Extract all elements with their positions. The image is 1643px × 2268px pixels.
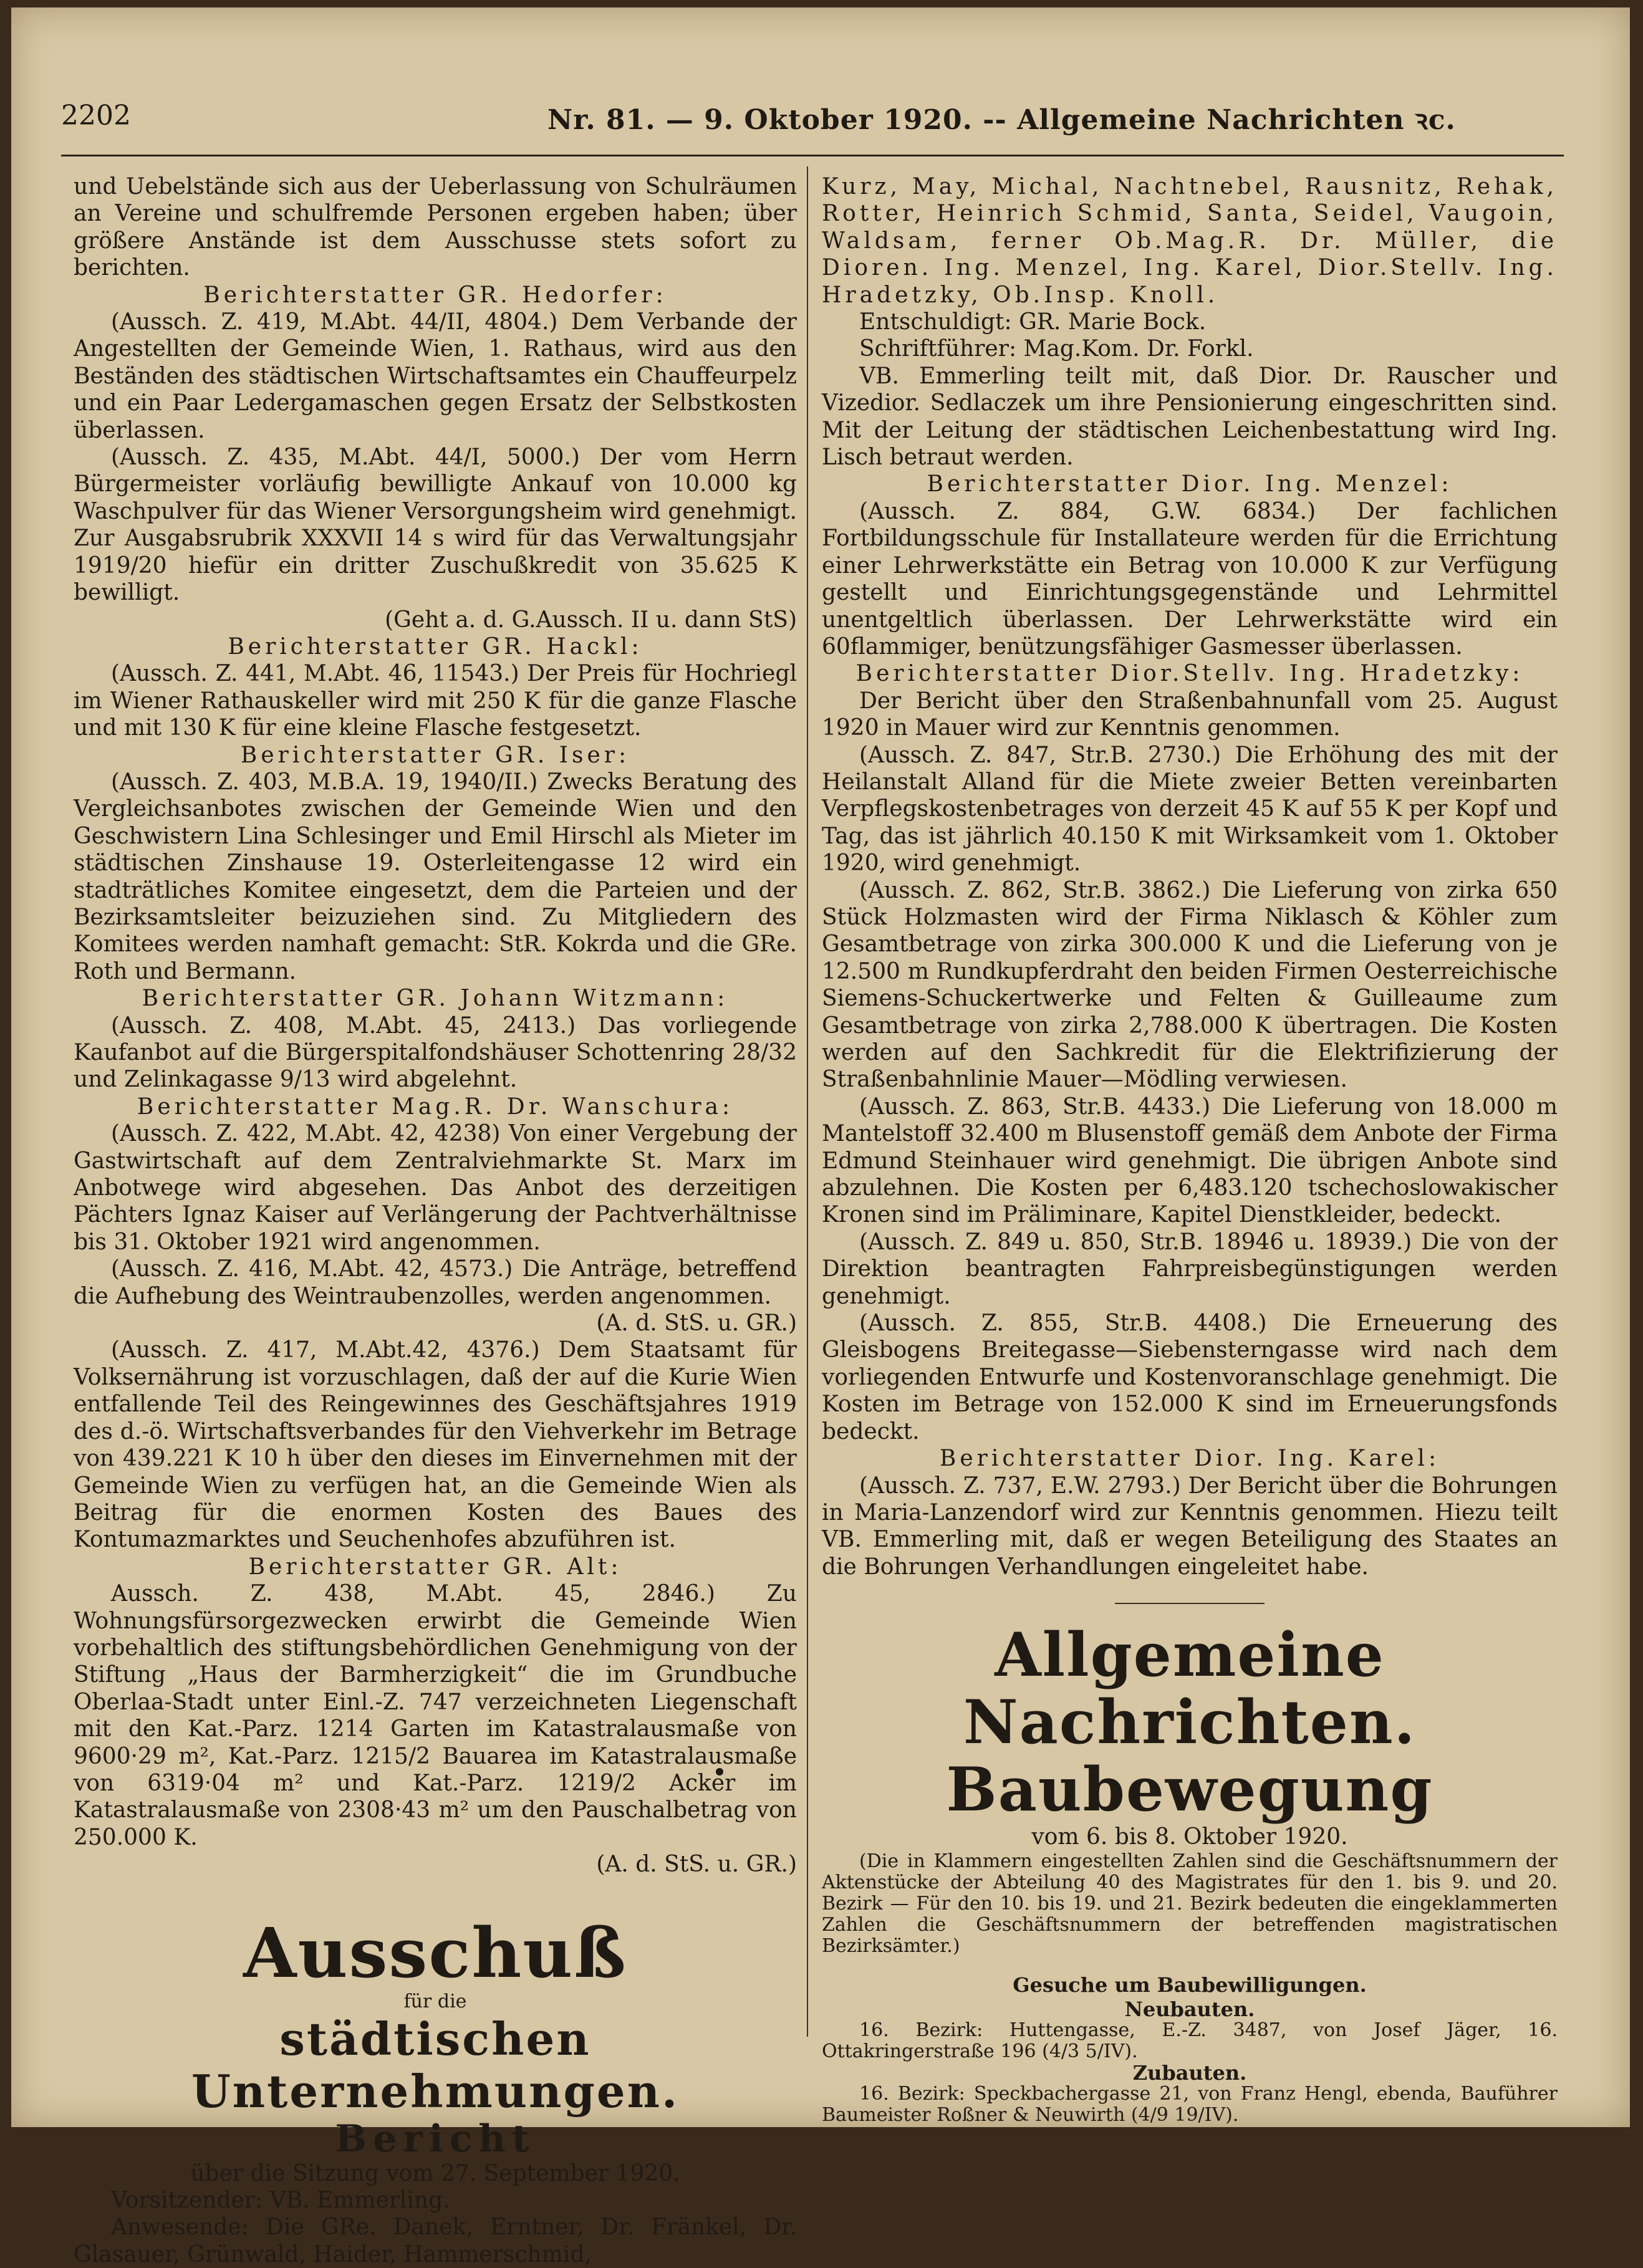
paragraph: (Aussch. Z. 441, M.Abt. 46, 11543.) Der Preis für Hochriegl im Wiener Rathauskeller wird mit 250 K für die ganze Flasche und mit 130 K für eine kleine Flasche festgesetzt. <box>74 661 797 741</box>
paragraph: (Aussch. Z. 417, M.Abt.42, 4376.) Dem Staatsamt für Volksernährung ist vorzuschlagen, daß der auf die Kurie Wien entfallende Teil des Reingewinnes des Geschäftsjahres 1919 des d.-ö. Wirtschaftsverbandes für den Viehverkehr im Betrage von 439.221 K 10 h über den dieses im Einvernehmen mit der Gemeinde Wien zu verfügen hat, an die Gemeinde Wien als Beitrag für die enormen Kosten des Baues des Kontumazmarktes und Seuchenhofes abzuführen ist. <box>74 1337 797 1553</box>
session-date: über die Sitzung vom 27. September 1920. <box>190 2160 680 2186</box>
date-range: vom 6. bis 8. Oktober 1920. <box>1031 1824 1348 1850</box>
section-heading-unternehmungen: städtischen Unternehmungen. <box>191 2012 680 2118</box>
paragraph: (Aussch. Z. 862, Str.B. 3862.) Die Lieferung von zirka 650 Stück Holzmasten wird der Firma Niklasch & Köhler zum Gesamtbetrage von zirka 300.000 K und die Lieferung von je 12.500 m Rundkupferdraht den beiden Firmen Oesterreichische Siemens-Schuckertwerke und Felten & Guilleaume zum Gesamtbetrage von zirka 2,788.000 K übertragen. Die Kosten werden auf den Sachkredit für die Elektrifizierung der Straßenbahnlinie Mauer—Mödling verwiesen. <box>822 877 1558 1093</box>
column-divider <box>807 166 808 2037</box>
paragraph: (Aussch. Z. 408, M.Abt. 45, 2413.) Das vorliegende Kaufanbot auf die Bürgerspitalfondshäuser Schottenring 28/32 und Zelinkagasse 9/13 wird abgelehnt. <box>74 1012 797 1093</box>
referral-note: (A. d. StS. u. GR.) <box>596 1310 797 1337</box>
header-rule <box>61 155 1564 156</box>
paragraph: (Aussch. Z. 416, M.Abt. 42, 4573.) Die Anträge, betreffend die Aufhebung des Weintraubenzolles, werden angenommen. <box>74 1256 797 1309</box>
page-header <box>61 100 1583 143</box>
subsection-zubauten: Zubauten. <box>1132 2060 1247 2085</box>
paragraph: (Aussch. Z. 884, G.W. 6834.) Der fachlichen Fortbildungsschule für Installateure werden für die Errichtung einer Lehrwerkstätte ein Betrag von 10.000 K zur Verfügung gestellt und Einrichtungsgegenstände und Lehrmittel unentgeltlich überlassen. Der Lehrwerkstätte wird ein 60flammiger, benützungsfähiger Gasmesser überlassen. <box>822 498 1558 660</box>
page-number: 2202 <box>61 100 131 132</box>
paragraph: und Uebelstände sich aus der Ueberlassung von Schulräumen an Vereine und schulfremde Personen ergeben haben; über größere Anstände ist dem Ausschusse stets sofort zu berichten. <box>74 174 797 281</box>
paragraph: Aussch. Z. 438, M.Abt. 45, 2846.) Zu Wohnungsfürsorgezwecken erwirbt die Gemeinde Wien vorbehaltlich des stiftungsbehördlichen Genehmigung von der Stiftung „Haus der Barmherzigkeit“ die im Grundbuche Oberlaa-Stadt unter Einl.-Z. 747 verzeichneten Liegenschaft mit den Kat.-Parz. 1214 Garten im Katastralausmaße von 9600·29 m², Kat.-Parz. 1215/2 Bauarea im Katastralausmaße von 6319·04 m² und Kat.-Parz. 1219/2 Acker im Katastralausmaße von 2308·43 m² um den Pauschalbetrag von 250.000 K. <box>74 1581 797 1850</box>
subsection-gesuche: Gesuche um Baubewilligungen. <box>1013 1972 1367 1997</box>
secretary-line: Schriftführer: Mag.Kom. Dr. Forkl. <box>859 336 1254 362</box>
reporter-line: Berichterstatter GR. Johann Witzmann: <box>142 986 729 1012</box>
explanatory-note: (Die in Klammern eingestellten Zahlen sind die Geschäftsnummern der Aktenstücke der Abteilung 40 des Magistrates für den 1. bis 9. und 20. Bezirk — Für den 10. bis 19. und 21. Bezirk bedeuten die eingeklammerten Zahlen die Geschäftsnummern der betreffenden magistratischen Bezirksämter.) <box>822 1850 1558 1957</box>
paragraph: (Aussch. Z. 847, Str.B. 2730.) Die Erhöhung des mit der Heilanstalt Alland für die Miete zweier Betten vereinbarten Verpflegskostenbetrages von derzeit 45 K auf 55 K per Kopf und Tag, das ist jährlich 40.150 K mit Wirksamkeit vom 1. Oktober 1920, wird genehmigt. <box>822 742 1558 877</box>
reporter-line: Berichterstatter Dior. Ing. Karel: <box>939 1446 1440 1472</box>
section-heading-ausschuss: Ausschuß <box>243 1912 627 1993</box>
paragraph: (Aussch. Z. 737, E.W. 2793.) Der Bericht über die Bohrungen in Maria-Lanzendorf wird zur Kenntnis genommen. Hiezu teilt VB. Emmerling mit, daß er wegen Beteiligung des Staates an die Bohrungen Verhandlungen eingeleitet habe. <box>822 1473 1558 1580</box>
paragraph: (Aussch. Z. 849 u. 850, Str.B. 18946 u. 18939.) Die von der Direktion beantragten Fahrpreisbegünstigungen werden genehmigt. <box>822 1229 1558 1309</box>
running-title: Nr. 81. — 9. Oktober 1920. -- Allgemeine Nachrichten ꝛc. <box>547 104 1456 136</box>
paragraph: (Aussch. Z. 863, Str.B. 4433.) Die Lieferung von 18.000 m Mantelstoff 32.400 m Blusenstoff gemäß dem Anbote der Firma Edmund Steinhauer wird genehmigt. Die übrigen Anbote sind abzulehnen. Die Kosten per 6,483.120 tschechoslowakischer Kronen sind im Präliminare, Kapitel Dienstkleider, bedeckt. <box>822 1093 1558 1228</box>
reporter-line: Berichterstatter GR. Hackl: <box>228 633 643 660</box>
left-column <box>74 173 797 2268</box>
paragraph: (Aussch. Z. 419, M.Abt. 44/II, 4804.) Dem Verbande der Angestellten der Gemeinde Wien, 1. Rathaus, wird aus den Beständen des städtischen Wirtschaftsamtes ein Chauffeurpelz und ein Paar Ledergamaschen gegen Ersatz der Selbstkosten überlassen. <box>74 309 797 443</box>
section-heading-baubewegung: Baubewegung <box>946 1754 1433 1825</box>
referral-note: (A. d. StS. u. GR.) <box>596 1852 797 1878</box>
paragraph: Der Bericht über den Straßenbahnunfall vom 25. August 1920 in Mauer wird zur Kenntnis genommen. <box>822 688 1558 741</box>
chairman-line: Vorsitzender: VB. Emmerling. <box>111 2188 450 2213</box>
reporter-line: Berichterstatter Dior. Ing. Menzel: <box>927 471 1453 497</box>
section-heading-bericht: Bericht <box>335 2117 536 2161</box>
paragraph: VB. Emmerling teilt mit, daß Dior. Dr. Rauscher und Vizedior. Sedlaczek um ihre Pensionierung eingeschritten sind. Mit der Leitung der städtischen Leichenbestattung wird Ing. Lisch betraut werden. <box>822 363 1558 471</box>
permit-entry: 16. Bezirk: Huttengasse, E.-Z. 3487, von Josef Jäger, 16. Ottakringerstraße 196 (4/3 5/IV). <box>822 2019 1558 2062</box>
newspaper-page <box>11 7 1630 2267</box>
permit-entry: 16. Bezirk: Speckbachergasse 21, von Franz Hengl, ebenda, Bauführer Baumeister Roßner & Neuwirth (4/9 19/IV). <box>822 2082 1558 2126</box>
paragraph: (Aussch. Z. 855, Str.B. 4408.) Die Erneuerung des Gleisbogens Breitegasse—Siebensterngasse wird nach dem vorliegenden Entwurfe und Kostenvoranschlage genehmigt. Die Kosten im Betrage von 152.000 K sind im Erneuerungsfonds bedeckt. <box>822 1310 1558 1444</box>
section-divider <box>1115 1603 1265 1604</box>
section-heading-fuer-die: für die <box>403 1990 467 2012</box>
reporter-line: Berichterstatter GR. Hedorfer: <box>203 282 667 308</box>
paragraph: (Aussch. Z. 435, M.Abt. 44/I, 5000.) Der vom Herrn Bürgermeister vorläufig bewilligte Ankauf von 10.000 kg Waschpulver für das Wiener Versorgungsheim wird genehmigt. Zur Ausgabsrubrik XXXVII 14 s wird für das Verwaltungsjahr 1919/20 hiefür ein dritter Zuschußkredit von 35.625 K bewilligt. <box>74 444 797 606</box>
reporter-line: Berichterstatter Dior.Stellv. Ing. Hradetzky: <box>855 661 1524 687</box>
reporter-line: Berichterstatter GR. Iser: <box>240 742 630 768</box>
right-column <box>822 173 1558 2126</box>
section-heading-allgemeine-nachrichten: Allgemeine Nachrichten. <box>963 1620 1417 1758</box>
reporter-line: Berichterstatter Mag.R. Dr. Wanschura: <box>137 1093 734 1120</box>
paragraph: (Aussch. Z. 403, M.B.A. 19, 1940/II.) Zwecks Beratung des Vergleichsanbotes zwischen der Gemeinde Wien und den Geschwistern Lina Schlesinger und Emil Hirschl als Mieter im städtischen Zinshause 19. Osterleitengasse 12 wird ein stadträtliches Komitee eingesetzt, dem die Parteien und der Bezirksamtsleiter beizuziehen sind. Zu Mitgliedern des Komitees werden namhaft gemacht: StR. Kokrda und die GRe. Roth und Bermann. <box>74 769 797 984</box>
reporter-line: Berichterstatter GR. Alt: <box>248 1554 622 1580</box>
paragraph: (Aussch. Z. 422, M.Abt. 42, 4238) Von einer Vergebung der Gastwirtschaft auf dem Zentralviehmarkte St. Marx im Anbotwege wird abgesehen. Das Anbot des derzeitigen Pächters Ignaz Kaiser auf Verlängerung der Pachtverhältnisse bis 31. Oktober 1921 wird angenommen. <box>74 1121 797 1255</box>
subsection-neubauten: Neubauten. <box>1124 1997 1255 2021</box>
attendees-continued: Kurz, May, Michal, Nachtnebel, Rausnitz, Rehak, Rotter, Heinrich Schmid, Santa, Seidel, Vaugoin, Waldsam, ferner Ob.Mag.R. Dr. Müller, die Dioren. Ing. Menzel, Ing. Karel, Dior.Stellv. Ing. Hradetzky, Ob.Insp. Knoll. <box>822 174 1558 308</box>
attendees-line: Anwesende: Die GRe. Danek, Erntner, Dr. Fränkel, Dr. Glasauer, Grünwald, Haider, Hammerschmid, <box>74 2214 797 2267</box>
referral-note: (Geht a. d. G.Aussch. II u. dann StS) <box>385 607 797 633</box>
excused-line: Entschuldigt: GR. Marie Bock. <box>859 309 1207 335</box>
